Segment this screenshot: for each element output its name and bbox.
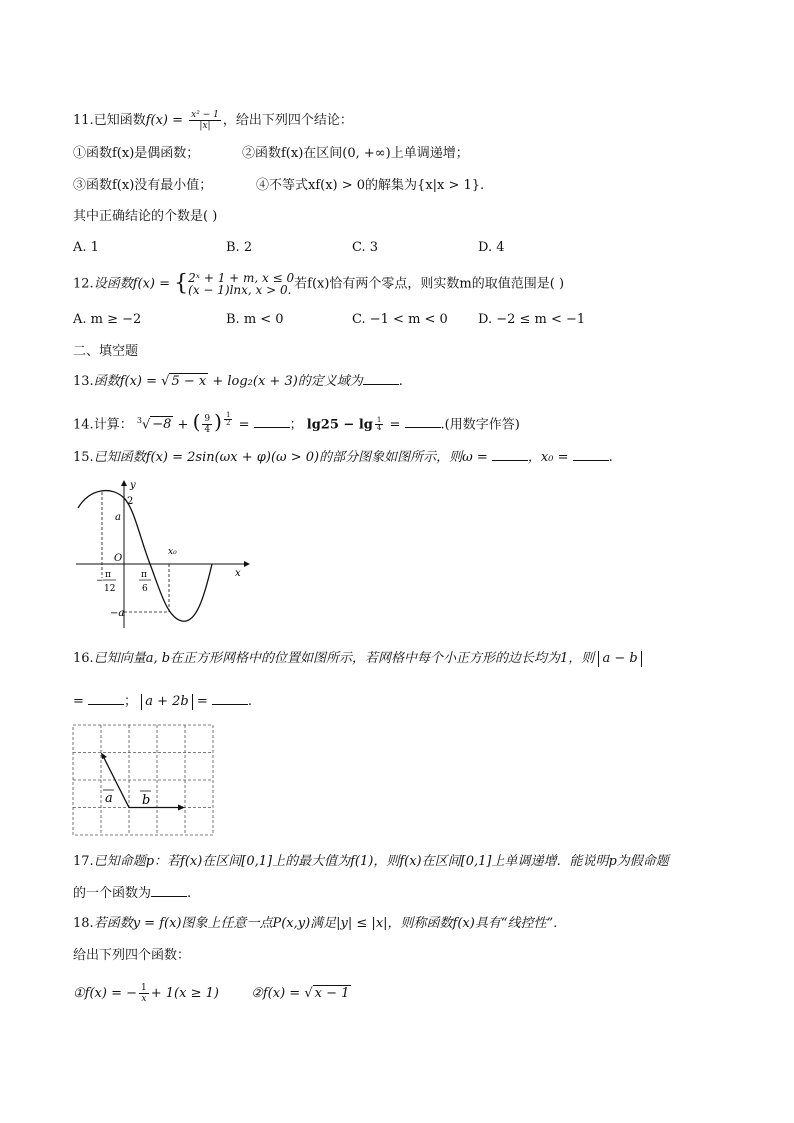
stem-text: 已知函数f(x) = 2sin(ωx + φ)(ω > 0)的部分图象如图所示，则ω =	[93, 450, 488, 465]
q11-stem	[73, 110, 353, 131]
paren-left: (	[192, 409, 201, 434]
tick-pi6-num: π	[141, 570, 147, 580]
q16-stem	[73, 650, 642, 668]
q17-line2	[73, 884, 191, 903]
frac-numerator: x² − 1	[191, 110, 219, 120]
tick-a: a	[115, 512, 121, 523]
fraction	[375, 417, 383, 432]
separator: ；	[124, 694, 138, 709]
fraction	[189, 110, 221, 131]
question-number: 15.	[73, 450, 94, 465]
piece-2: (x − 1)lnx, x > 0.	[188, 283, 292, 297]
sine-curve	[78, 491, 212, 622]
origin-label: O	[114, 553, 123, 564]
sqrt-content: 5 − x	[171, 374, 207, 389]
answer-blank	[212, 692, 248, 705]
q11-option-a: A. 1	[73, 240, 99, 255]
y-label: y	[130, 480, 136, 491]
q11-option-b: B. 2	[226, 240, 253, 255]
vector-a-label: a	[105, 791, 113, 806]
x-label: x	[235, 568, 241, 579]
q16-line2	[73, 692, 252, 711]
vector-b-label: b	[142, 793, 151, 808]
abs-expression: a + 2b	[141, 694, 193, 710]
answer-blank	[405, 415, 441, 428]
frac-denominator: |x|	[199, 121, 211, 131]
stem-text: 已知向量a, b在正方形网格中的位置如图所示，若网格中每个小正方形的边长均为1，则	[93, 651, 595, 666]
answer-blank	[254, 415, 290, 428]
grid-lines	[73, 725, 213, 835]
q18-line2: 给出下列四个函数：	[73, 948, 191, 963]
q11-conclusion-1: ①函数f(x)是偶函数；	[73, 146, 200, 161]
piecewise-function	[188, 272, 294, 296]
vector-a-arrow	[101, 753, 107, 760]
q11-conclusion-4: ④不等式xf(x) > 0的解集为{x|x > 1}.	[256, 178, 485, 193]
q11-conclusion-3: ③函数f(x)没有最小值；	[73, 178, 213, 193]
operator: =	[389, 417, 401, 433]
question-number: 17.	[73, 854, 94, 869]
operator: +	[177, 417, 189, 433]
question-number: 12.	[73, 276, 94, 292]
q12-option-a: A. m ≥ −2	[73, 312, 142, 327]
vector-b-arrow	[178, 805, 185, 811]
stem-text: 已知函数	[93, 113, 146, 128]
q12-option-c: C. −1 < m < 0	[352, 312, 448, 327]
piece-1: 2ˣ + 1 + m, x ≤ 0	[188, 271, 295, 285]
frac-numerator: 9	[204, 414, 211, 425]
q13-stem	[73, 372, 403, 391]
q12-option-b: B. m < 0	[226, 312, 284, 327]
x-axis-arrow	[244, 561, 250, 567]
frac-numerator: 1	[376, 416, 382, 425]
frac-denominator: 4	[376, 424, 382, 433]
frac-numerator: 1	[225, 411, 231, 419]
answer-blank	[151, 884, 187, 897]
stem-text: ，x₀ =	[527, 450, 569, 465]
function-1: ①f(x) = −	[73, 986, 137, 1001]
q11-ask: 其中正确结论的个数是( )	[73, 209, 218, 224]
frac-denominator: 2	[225, 419, 231, 427]
sqrt-content: x − 1	[314, 986, 350, 1001]
root-index: 3	[136, 416, 142, 425]
operator: =	[238, 417, 250, 433]
operator: =	[196, 694, 208, 709]
tick-2: 2	[127, 496, 134, 507]
function-expr: f(x) =	[145, 113, 184, 128]
sqrt-sign: √	[161, 374, 170, 389]
sqrt-sign: √	[141, 417, 151, 433]
stem-text: ，给出下列四个结论：	[222, 113, 353, 128]
section-heading: 二、填空题	[73, 344, 139, 359]
stem-text: 若f(x)恰有两个零点，则实数m的取值范围是( )	[294, 276, 565, 292]
question-number: 16.	[73, 651, 94, 666]
answer-blank	[88, 692, 124, 705]
q11-option-c: C. 3	[352, 240, 379, 255]
question-number: 13.	[73, 374, 94, 389]
frac-denominator: 4	[204, 425, 211, 436]
tick-pi6-den: 6	[142, 584, 148, 594]
abs-expression: a − b	[598, 651, 641, 667]
exponent-fraction	[224, 412, 232, 427]
sqrt-sign: √	[304, 986, 313, 1001]
q11-conclusion-2: ②函数f(x)在区间(0, +∞)上单调递增；	[242, 146, 469, 161]
sine-graph	[72, 478, 252, 638]
frac-numerator: 1	[141, 983, 147, 993]
tick-neg-pi12-sign: −	[96, 576, 104, 586]
q12-option-d: D. −2 ≤ m < −1	[478, 312, 586, 327]
q18-line1	[73, 915, 566, 933]
fraction	[202, 414, 212, 435]
log-expr: lg25 − lg	[306, 417, 373, 433]
stem-text: + log₂(x + 3)的定义域为	[212, 374, 363, 389]
piecewise-brace: {	[174, 271, 189, 296]
y-axis-arrow	[121, 480, 127, 486]
function-2: ②f(x) =	[251, 986, 301, 1001]
paren-right: )	[214, 409, 222, 434]
q18-functions	[73, 983, 351, 1004]
stem-text: 设函数f(x) =	[93, 276, 170, 292]
stem-text: .(用数字作答)	[440, 417, 520, 433]
question-number: 18.	[73, 916, 94, 931]
vector-grid	[72, 724, 218, 840]
tick-neg-a: −a	[110, 608, 125, 619]
q14-stem	[73, 409, 520, 436]
stem-text: 若函数y = f(x)图象上任意一点P(x,y)满足|y| ≤ |x|，则称函数f(x)具有“线控性”．	[93, 916, 567, 931]
q11-option-d: D. 4	[478, 240, 505, 255]
frac-denominator: x	[141, 994, 147, 1004]
period: .	[608, 450, 613, 465]
answer-blank	[573, 448, 609, 461]
stem-text: 的一个函数为	[73, 886, 152, 901]
answer-blank	[363, 372, 399, 385]
period: .	[398, 374, 403, 389]
x0-label: x₀	[168, 547, 177, 557]
period: .	[187, 886, 192, 901]
q15-stem	[73, 448, 613, 467]
stem-text: 计算：	[93, 417, 133, 433]
answer-blank	[492, 448, 528, 461]
q17-line1	[73, 853, 669, 871]
q12-stem	[73, 272, 564, 296]
separator: ；	[289, 417, 303, 433]
period: .	[247, 694, 253, 709]
question-number: 11.	[73, 113, 94, 128]
stem-text: 已知命题p：若f(x)在区间[0,1]上的最大值为f(1)，则f(x)在区间[0,1]上单调递增．能说明p为假命题	[93, 854, 669, 869]
function-1-tail: + 1(x ≥ 1)	[150, 986, 219, 1001]
fraction	[139, 983, 149, 1004]
tick-neg-pi12-den: 12	[104, 584, 116, 594]
operator: =	[73, 694, 84, 709]
tick-neg-pi12-num: π	[105, 570, 111, 580]
question-number: 14.	[73, 417, 94, 433]
sqrt-content: −8	[152, 417, 172, 433]
stem-text: 函数f(x) =	[93, 374, 157, 389]
